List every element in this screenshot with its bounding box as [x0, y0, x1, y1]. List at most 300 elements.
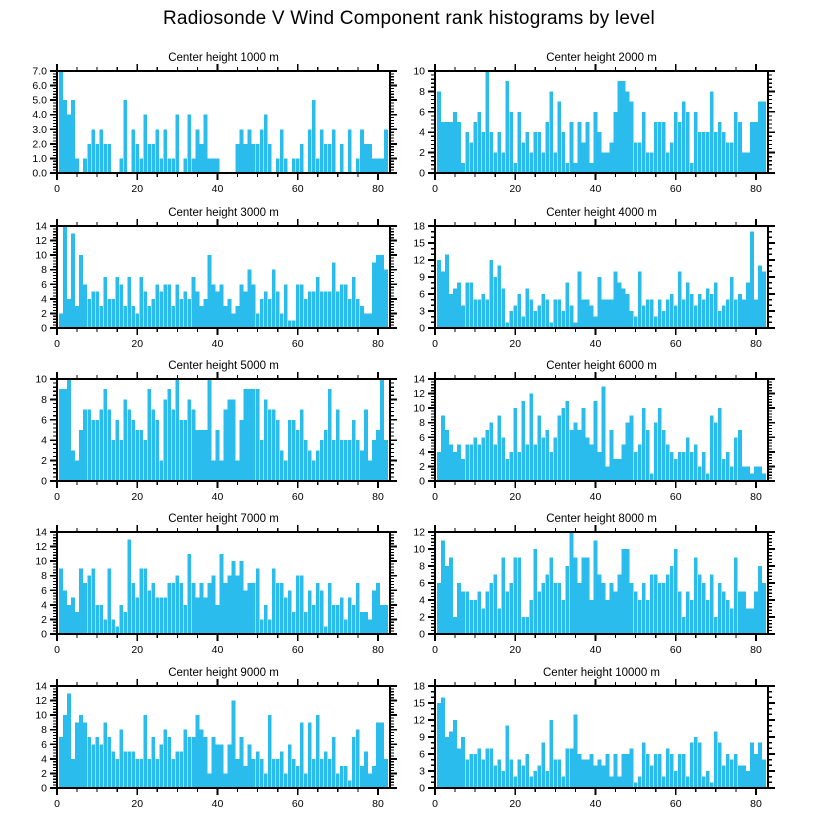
histogram-bar [368, 461, 372, 481]
x-tick-label: 60 [291, 338, 304, 350]
x-tick-label: 0 [432, 798, 438, 810]
histogram-bar [473, 122, 477, 173]
x-tick-label: 0 [54, 183, 60, 195]
histogram-bar [123, 399, 127, 481]
histogram-bar [252, 583, 256, 634]
subplot-title: Center height 3000 m [168, 207, 279, 219]
histogram-bar [541, 743, 545, 788]
histogram-bar [360, 612, 364, 634]
histogram-bar [638, 445, 642, 481]
histogram-bar [598, 575, 602, 635]
histogram-bar [167, 737, 171, 788]
histogram-bar [384, 129, 388, 173]
histogram-bar [59, 568, 63, 634]
x-tick-label: 60 [291, 183, 304, 195]
histogram-bar [67, 115, 71, 173]
histogram-bar [662, 430, 666, 481]
histogram-bar [99, 306, 103, 328]
histogram-bar [758, 566, 762, 634]
histogram-bar [610, 430, 614, 481]
histogram-bar [726, 300, 730, 328]
histogram-bar [501, 437, 505, 481]
x-tick-label: 60 [669, 183, 682, 195]
histogram-bar [135, 430, 139, 481]
histogram-bar [453, 288, 457, 328]
histogram-bar [558, 583, 562, 634]
histogram-bar [521, 142, 525, 173]
histogram-bar [276, 420, 280, 481]
histogram-bar [529, 777, 533, 788]
subplot-center-height-10000m [409, 667, 818, 817]
histogram-bar [364, 313, 368, 328]
histogram-bar [216, 158, 220, 173]
histogram-bar [465, 283, 469, 328]
histogram-bar [127, 277, 131, 328]
y-tick-label: 8 [41, 570, 47, 583]
histogram-bar [554, 153, 558, 173]
histogram-bar [638, 142, 642, 173]
histogram-bar [204, 299, 208, 328]
histogram-bar [264, 292, 268, 328]
histogram-bar [296, 430, 300, 481]
histogram-bar [670, 294, 674, 328]
histogram-bar [260, 129, 264, 173]
histogram-bar [340, 598, 344, 634]
bars-group [59, 693, 388, 788]
x-tick-label: 20 [131, 338, 144, 350]
histogram-bar [200, 144, 204, 173]
histogram-bar [123, 612, 127, 634]
histogram-bar [642, 743, 646, 788]
histogram-bar [521, 317, 525, 328]
histogram-bar [586, 437, 590, 481]
histogram-bar [91, 420, 95, 481]
histogram-bar [188, 299, 192, 328]
histogram-bar [642, 112, 646, 173]
histogram-bar [328, 144, 332, 173]
histogram-bar [738, 430, 742, 481]
histogram-bar [570, 532, 574, 634]
histogram-bar [706, 288, 710, 328]
subplot-title: Center height 5000 m [168, 360, 279, 372]
histogram-bar [750, 474, 754, 481]
histogram-bar [296, 576, 300, 634]
histogram-bar [529, 300, 533, 328]
histogram-bar [554, 300, 558, 328]
x-tick-label: 20 [509, 338, 522, 350]
histogram-bar [722, 592, 726, 635]
histogram-bar [192, 410, 196, 481]
histogram-bar [642, 408, 646, 481]
y-tick-label: 2.0 [32, 138, 47, 151]
histogram-bar [453, 112, 457, 173]
histogram-bar [368, 619, 372, 634]
histogram-bar [111, 619, 115, 634]
histogram-bar [256, 752, 260, 788]
x-tick-label: 40 [211, 798, 224, 810]
x-tick-label: 80 [372, 183, 384, 195]
histogram-bar [115, 277, 119, 328]
histogram-bar [706, 771, 710, 788]
y-tick-label: 10 [35, 709, 47, 722]
histogram-bar [204, 115, 208, 173]
histogram-bar [758, 266, 762, 328]
y-tick-label: 2 [419, 147, 425, 160]
histogram-bar [441, 697, 445, 788]
histogram-bar [159, 744, 163, 788]
histogram-bar [204, 430, 208, 481]
histogram-bar [176, 576, 180, 634]
histogram-bar [574, 714, 578, 788]
histogram-bar [702, 452, 706, 481]
histogram-bar [155, 129, 159, 173]
histogram-bar [537, 765, 541, 788]
histogram-bar [71, 233, 75, 328]
histogram-bar [260, 759, 264, 788]
histogram-bar [192, 583, 196, 634]
histogram-bar [324, 752, 328, 788]
histogram-bar [666, 748, 670, 788]
histogram-bar [292, 759, 296, 788]
y-tick-label: 12 [413, 714, 425, 727]
histogram-bar [372, 590, 376, 634]
histogram-bar [550, 452, 554, 481]
histogram-bar [244, 144, 248, 173]
y-tick-label: 12 [413, 388, 425, 401]
histogram-bar [674, 305, 678, 328]
histogram-bar [316, 583, 320, 634]
histogram-bar [380, 255, 384, 328]
histogram-bar [630, 311, 634, 328]
histogram-bar [658, 300, 662, 328]
histogram-bar [738, 592, 742, 635]
histogram-bar [352, 737, 356, 788]
histogram-bar [75, 612, 79, 634]
histogram-bar [698, 132, 702, 173]
tick-labels [32, 66, 384, 196]
histogram-bar [449, 294, 453, 328]
histogram-bar [586, 760, 590, 788]
histogram-bar [521, 617, 525, 634]
histogram-bar [63, 715, 67, 788]
histogram-bar [461, 163, 465, 173]
histogram-bar [718, 743, 722, 788]
y-tick-label: 2 [41, 767, 47, 780]
y-tick-label: 10 [35, 373, 47, 386]
histogram-bar [63, 590, 67, 634]
histogram-bar [252, 144, 256, 173]
histogram-bar [280, 752, 284, 788]
histogram-bar [272, 410, 276, 481]
histogram-bar [208, 379, 212, 481]
histogram-bar [208, 773, 212, 788]
histogram-bar [103, 389, 107, 481]
histogram-bar [550, 91, 554, 173]
histogram-bar [734, 754, 738, 788]
histogram-bar [99, 744, 103, 788]
histogram-bar [159, 292, 163, 328]
histogram-bar [364, 410, 368, 481]
histogram-bar [570, 430, 574, 481]
histogram-bar [384, 759, 388, 788]
histogram-bar [352, 420, 356, 481]
histogram-bar [91, 129, 95, 173]
histogram-bar [686, 777, 690, 788]
histogram-bar [710, 575, 714, 635]
histogram-bar [453, 452, 457, 481]
y-tick-label: 7.0 [32, 65, 47, 78]
histogram-bar [493, 765, 497, 788]
histogram-bar [63, 389, 67, 481]
histogram-bar [481, 760, 485, 788]
histogram-bar [622, 288, 626, 328]
histogram-bar [228, 744, 232, 788]
histogram-bar [75, 461, 79, 481]
histogram-bar [634, 592, 638, 635]
histogram-bar [646, 600, 650, 634]
bars-group [437, 532, 766, 634]
histogram-bar [107, 737, 111, 788]
histogram-bar [344, 619, 348, 634]
histogram-bar [582, 300, 586, 328]
histogram-bar [212, 576, 216, 634]
histogram-bar [308, 590, 312, 634]
y-tick-label: 10 [35, 249, 47, 262]
histogram-bar [706, 474, 710, 481]
histogram-bar [272, 270, 276, 328]
histogram-bar [188, 554, 192, 634]
histogram-bar [517, 452, 521, 481]
histogram-bar [473, 300, 477, 328]
y-tick-label: 12 [35, 695, 47, 708]
y-tick-label: 0 [419, 782, 425, 795]
histogram-bar [485, 430, 489, 481]
histogram-bar [650, 765, 654, 788]
histogram-bar [722, 459, 726, 481]
histogram-bar [352, 277, 356, 328]
histogram-bar [626, 549, 630, 634]
subplot-center-height-4000m [409, 207, 818, 357]
histogram-bar [566, 283, 570, 328]
histogram-bar [598, 760, 602, 788]
histogram-bar [107, 568, 111, 634]
histogram-bar [240, 284, 244, 328]
x-tick-label: 20 [131, 644, 144, 656]
histogram-bar [614, 459, 618, 481]
histogram-bar [332, 129, 336, 173]
histogram-bar [236, 144, 240, 173]
histogram-bar [545, 771, 549, 788]
histogram-bar [646, 430, 650, 481]
histogram-bar [477, 748, 481, 788]
histogram-bar [151, 737, 155, 788]
histogram-bar [135, 313, 139, 328]
y-tick-label: 2 [419, 611, 425, 624]
y-tick-label: 0 [419, 167, 425, 180]
histogram-bar [754, 300, 758, 328]
bars-group [59, 71, 388, 173]
histogram-bar [264, 399, 268, 481]
histogram-bar [204, 737, 208, 788]
histogram-bar [533, 549, 537, 634]
y-tick-label: 4.0 [32, 109, 47, 122]
histogram-bar [742, 153, 746, 173]
histogram-bar [103, 722, 107, 788]
histogram-bar [87, 299, 91, 328]
histogram-bar [99, 605, 103, 634]
histogram-bar [139, 430, 143, 481]
histogram-bar [710, 91, 714, 173]
histogram-bar [469, 445, 473, 481]
histogram-bar [163, 284, 167, 328]
histogram-bar [441, 271, 445, 328]
histogram-bar [509, 452, 513, 481]
y-tick-label: 0 [41, 322, 47, 335]
histogram-bar [666, 300, 670, 328]
histogram-bar [107, 144, 111, 173]
histogram-bar [477, 445, 481, 481]
x-tick-label: 20 [131, 798, 144, 810]
histogram-bar [232, 701, 236, 788]
y-tick-label: 4 [419, 594, 425, 607]
y-tick-label: 0 [41, 628, 47, 641]
histogram-bar [541, 583, 545, 634]
y-tick-label: 6 [419, 748, 425, 761]
histogram-bar [437, 91, 441, 173]
histogram-bar [682, 452, 686, 481]
histogram-bar [196, 430, 200, 481]
histogram-bar [461, 737, 465, 788]
subplot-center-height-1000m [0, 52, 409, 202]
histogram-bar [682, 102, 686, 173]
histogram-bar [176, 115, 180, 173]
histogram-bar [445, 566, 449, 634]
histogram-bar [602, 153, 606, 173]
y-tick-label: 0 [419, 475, 425, 488]
histogram-bar [590, 163, 594, 173]
histogram-bar [646, 754, 650, 788]
histogram-bar [686, 437, 690, 481]
histogram-bar [300, 576, 304, 634]
y-tick-label: 10 [413, 543, 425, 556]
histogram-bar [71, 100, 75, 173]
x-tick-label: 60 [669, 338, 682, 350]
histogram-bar [79, 255, 83, 328]
histogram-bar [670, 566, 674, 634]
histogram-bar [674, 459, 678, 481]
histogram-bar [280, 583, 284, 634]
histogram-bar [115, 420, 119, 481]
histogram-bar [606, 466, 610, 481]
histogram-bar [340, 440, 344, 481]
y-tick-label: 5.0 [32, 94, 47, 107]
histogram-bar [562, 132, 566, 173]
histogram-bar [517, 112, 521, 173]
histogram-bar [252, 759, 256, 788]
histogram-bar [376, 583, 380, 634]
histogram-bar [754, 592, 758, 635]
histogram-bar [296, 158, 300, 173]
histogram-bar [646, 153, 650, 173]
histogram-bar [509, 112, 513, 173]
histogram-bar [352, 605, 356, 634]
y-tick-label: 0 [41, 475, 47, 488]
y-tick-label: 2 [41, 455, 47, 468]
histogram-bar [67, 299, 71, 328]
y-tick-label: 8 [419, 417, 425, 430]
histogram-bar [119, 284, 123, 328]
histogram-bar [477, 592, 481, 635]
histogram-bar [690, 600, 694, 634]
x-tick-label: 60 [669, 644, 682, 656]
histogram-bar [437, 260, 441, 328]
histogram-bar [562, 311, 566, 328]
histogram-bar [445, 737, 449, 788]
x-tick-label: 0 [54, 798, 60, 810]
histogram-bar [384, 270, 388, 328]
histogram-bar [537, 132, 541, 173]
histogram-bar [167, 583, 171, 634]
histogram-bar [256, 389, 260, 481]
histogram-bar [718, 311, 722, 328]
histogram-bar [135, 144, 139, 173]
histogram-bar [437, 583, 441, 634]
histogram-bar [260, 299, 264, 328]
y-tick-label: 3.0 [32, 123, 47, 136]
histogram-bar [63, 226, 67, 328]
histogram-bar [682, 300, 686, 328]
histogram-bar [582, 558, 586, 635]
histogram-bar [722, 305, 726, 328]
histogram-bar [284, 158, 288, 173]
histogram-bar [493, 575, 497, 635]
bars-group [437, 232, 766, 328]
histogram-bar [320, 590, 324, 634]
histogram-bar [159, 158, 163, 173]
histogram-bar [304, 612, 308, 634]
histogram-bar [562, 408, 566, 481]
histogram-bar [666, 575, 670, 635]
subplot-title: Center height 1000 m [168, 52, 279, 64]
histogram-bar [698, 575, 702, 635]
y-tick-label: 4 [41, 293, 47, 306]
histogram-bar [533, 311, 537, 328]
histogram-bar [380, 379, 384, 481]
histogram-bar [376, 722, 380, 788]
histogram-bar [147, 144, 151, 173]
histogram-bar [139, 568, 143, 634]
histogram-bar [184, 292, 188, 328]
histogram-bar [324, 292, 328, 328]
histogram-bar [453, 617, 457, 634]
subplot-title: Center height 7000 m [168, 513, 279, 525]
histogram-bar [348, 129, 352, 173]
histogram-bar [654, 575, 658, 635]
histogram-bar [441, 415, 445, 481]
histogram-bar [292, 158, 296, 173]
histogram-bar [260, 619, 264, 634]
histogram-plot-3000m [0, 220, 409, 351]
histogram-bar [465, 592, 469, 635]
histogram-bar [541, 294, 545, 328]
histogram-bar [252, 389, 256, 481]
histogram-bar [284, 461, 288, 481]
histogram-bar [489, 583, 493, 634]
histogram-bar [758, 743, 762, 788]
histogram-bar [662, 311, 666, 328]
histogram-bar [224, 410, 228, 481]
histogram-bar [67, 693, 71, 788]
